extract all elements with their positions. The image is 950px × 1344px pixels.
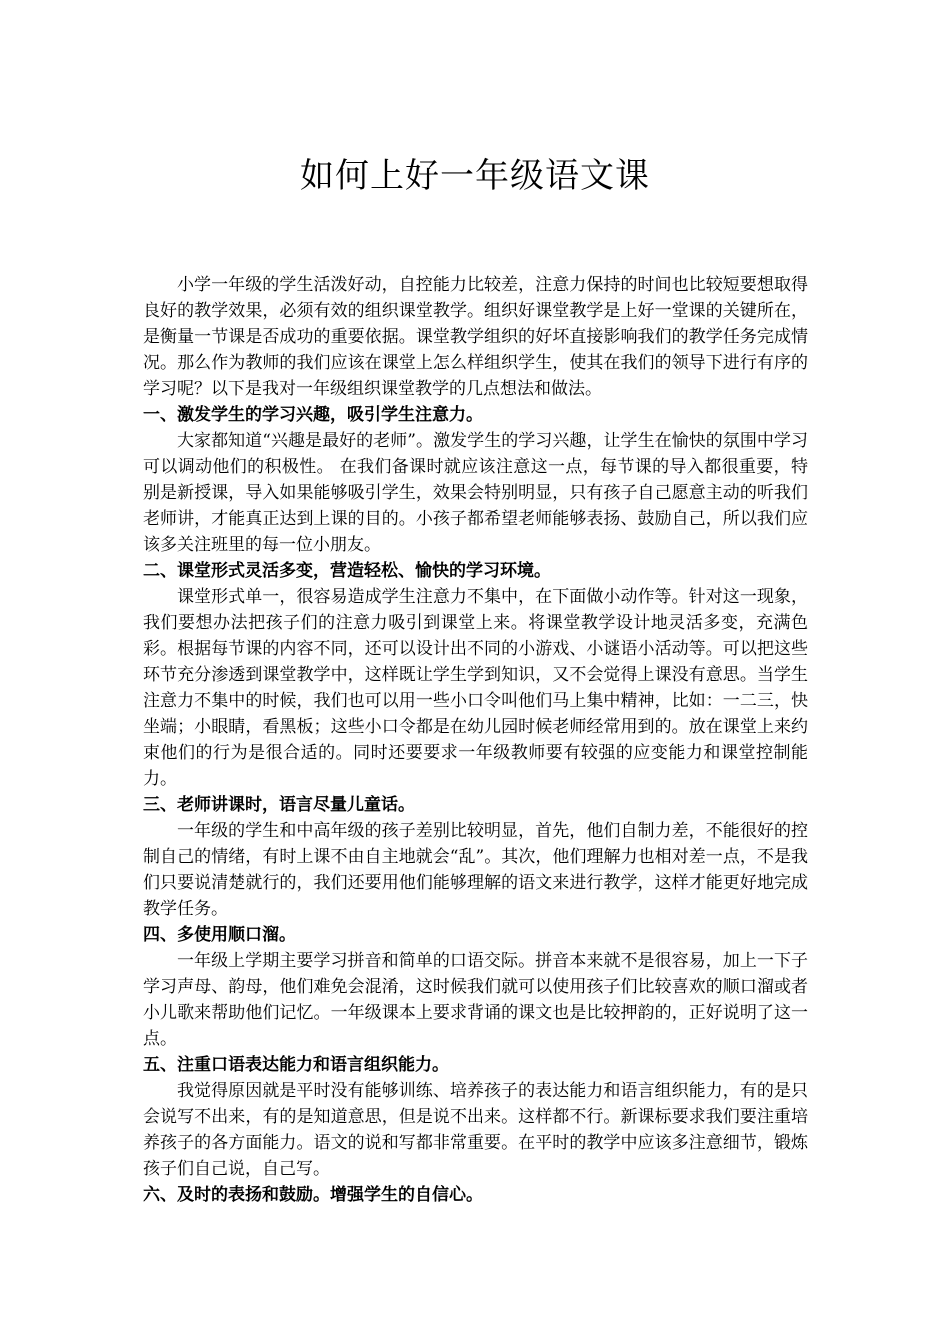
section-heading-1: 一、激发学生的学习兴趣，吸引学生注意力。 <box>143 405 483 425</box>
document-body <box>143 272 808 1208</box>
section-heading-5: 五、注重口语表达能力和语言组织能力。 <box>143 1055 449 1075</box>
section-body-4: 一年级上学期主要学习拼音和简单的口语交际。拼音本来就不是很容易，加上一下子学习声母、韵母，他们难免会混淆，这时候我们就可以使用孩子们比较喜欢的顺口溜或者小儿歌来帮助他们记忆。一年级课本上要求背诵的课文也是比较押韵的，正好说明了这一点。 <box>143 951 808 1049</box>
document-title: 如何上好一年级语文课 <box>300 156 650 196</box>
section-heading-3: 三、老师讲课时，语言尽量儿童话。 <box>143 795 415 815</box>
section-body-2: 课堂形式单一，很容易造成学生注意力不集中，在下面做小动作等。针对这一现象，我们要想办法把孩子们的注意力吸引到课堂上来。将课堂教学设计地灵活多变，充满色彩。根据每节课的内容不同，还可以设计出不同的小游戏、小谜语小活动等。可以把这些环节充分渗透到课堂教学中，这样既让学生学到知识，又不会觉得上课没有意思。当学生注意力不集中的时候，我们也可以用一些小口令叫他们马上集中精神，比如：一二三，快坐端；小眼睛，看黑板；这些小口令都是在幼儿园时候老师经常用到的。放在课堂上来约束他们的行为是很合适的。同时还要要求一年级教师要有较强的应变能力和课堂控制能力。 <box>143 587 808 789</box>
intro-paragraph: 小学一年级的学生活泼好动，自控能力比较差，注意力保持的时间也比较短要想取得良好的教学效果，必须有效的组织课堂教学。组织好课堂教学是上好一堂课的关键所在，是衡量一节课是否成功的重要依据。课堂教学组织的好坏直接影响我们的教学任务完成情况。那么作为教师的我们应该在课堂上怎么样组织学生，使其在我们的领导下进行有序的学习呢？以下是我对一年级组织课堂教学的几点想法和做法。 <box>143 275 808 399</box>
section-body-3: 一年级的学生和中高年级的孩子差别比较明显，首先，他们自制力差，不能很好的控制自己的情绪，有时上课不由自主地就会“乱”。其次，他们理解力也相对差一点，不是我们只要说清楚就行的，我们还要用他们能够理解的语文来进行教学，这样才能更好地完成教学任务。 <box>143 821 808 919</box>
section-heading-4: 四、多使用顺口溜。 <box>143 925 296 945</box>
section-heading-6: 六、及时的表扬和鼓励。增强学生的自信心。 <box>143 1185 483 1205</box>
section-heading-2: 二、课堂形式灵活多变，营造轻松、愉快的学习环境。 <box>143 561 551 581</box>
section-body-5: 我觉得原因就是平时没有能够训练、培养孩子的表达能力和语言组织能力，有的是只会说写不出来，有的是知道意思，但是说不出来。这样都不行。新课标要求我们要注重培养孩子的各方面能力。语文的说和写都非常重要。在平时的教学中应该多注意细节，锻炼孩子们自己说，自己写。 <box>143 1081 808 1179</box>
section-body-1: 大家都知道“兴趣是最好的老师”。激发学生的学习兴趣，让学生在愉快的氛围中学习可以调动他们的积极性。 在我们备课时就应该注意这一点，每节课的导入都很重要，特别是新授课，导入如果能够吸引学生，效果会特别明显，只有孩子自己愿意主动的听我们老师讲，才能真正达到上课的目的。小孩子都希望老师能够表扬、鼓励自己，所以我们应该多关注班里的每一位小朋友。 <box>143 431 808 555</box>
